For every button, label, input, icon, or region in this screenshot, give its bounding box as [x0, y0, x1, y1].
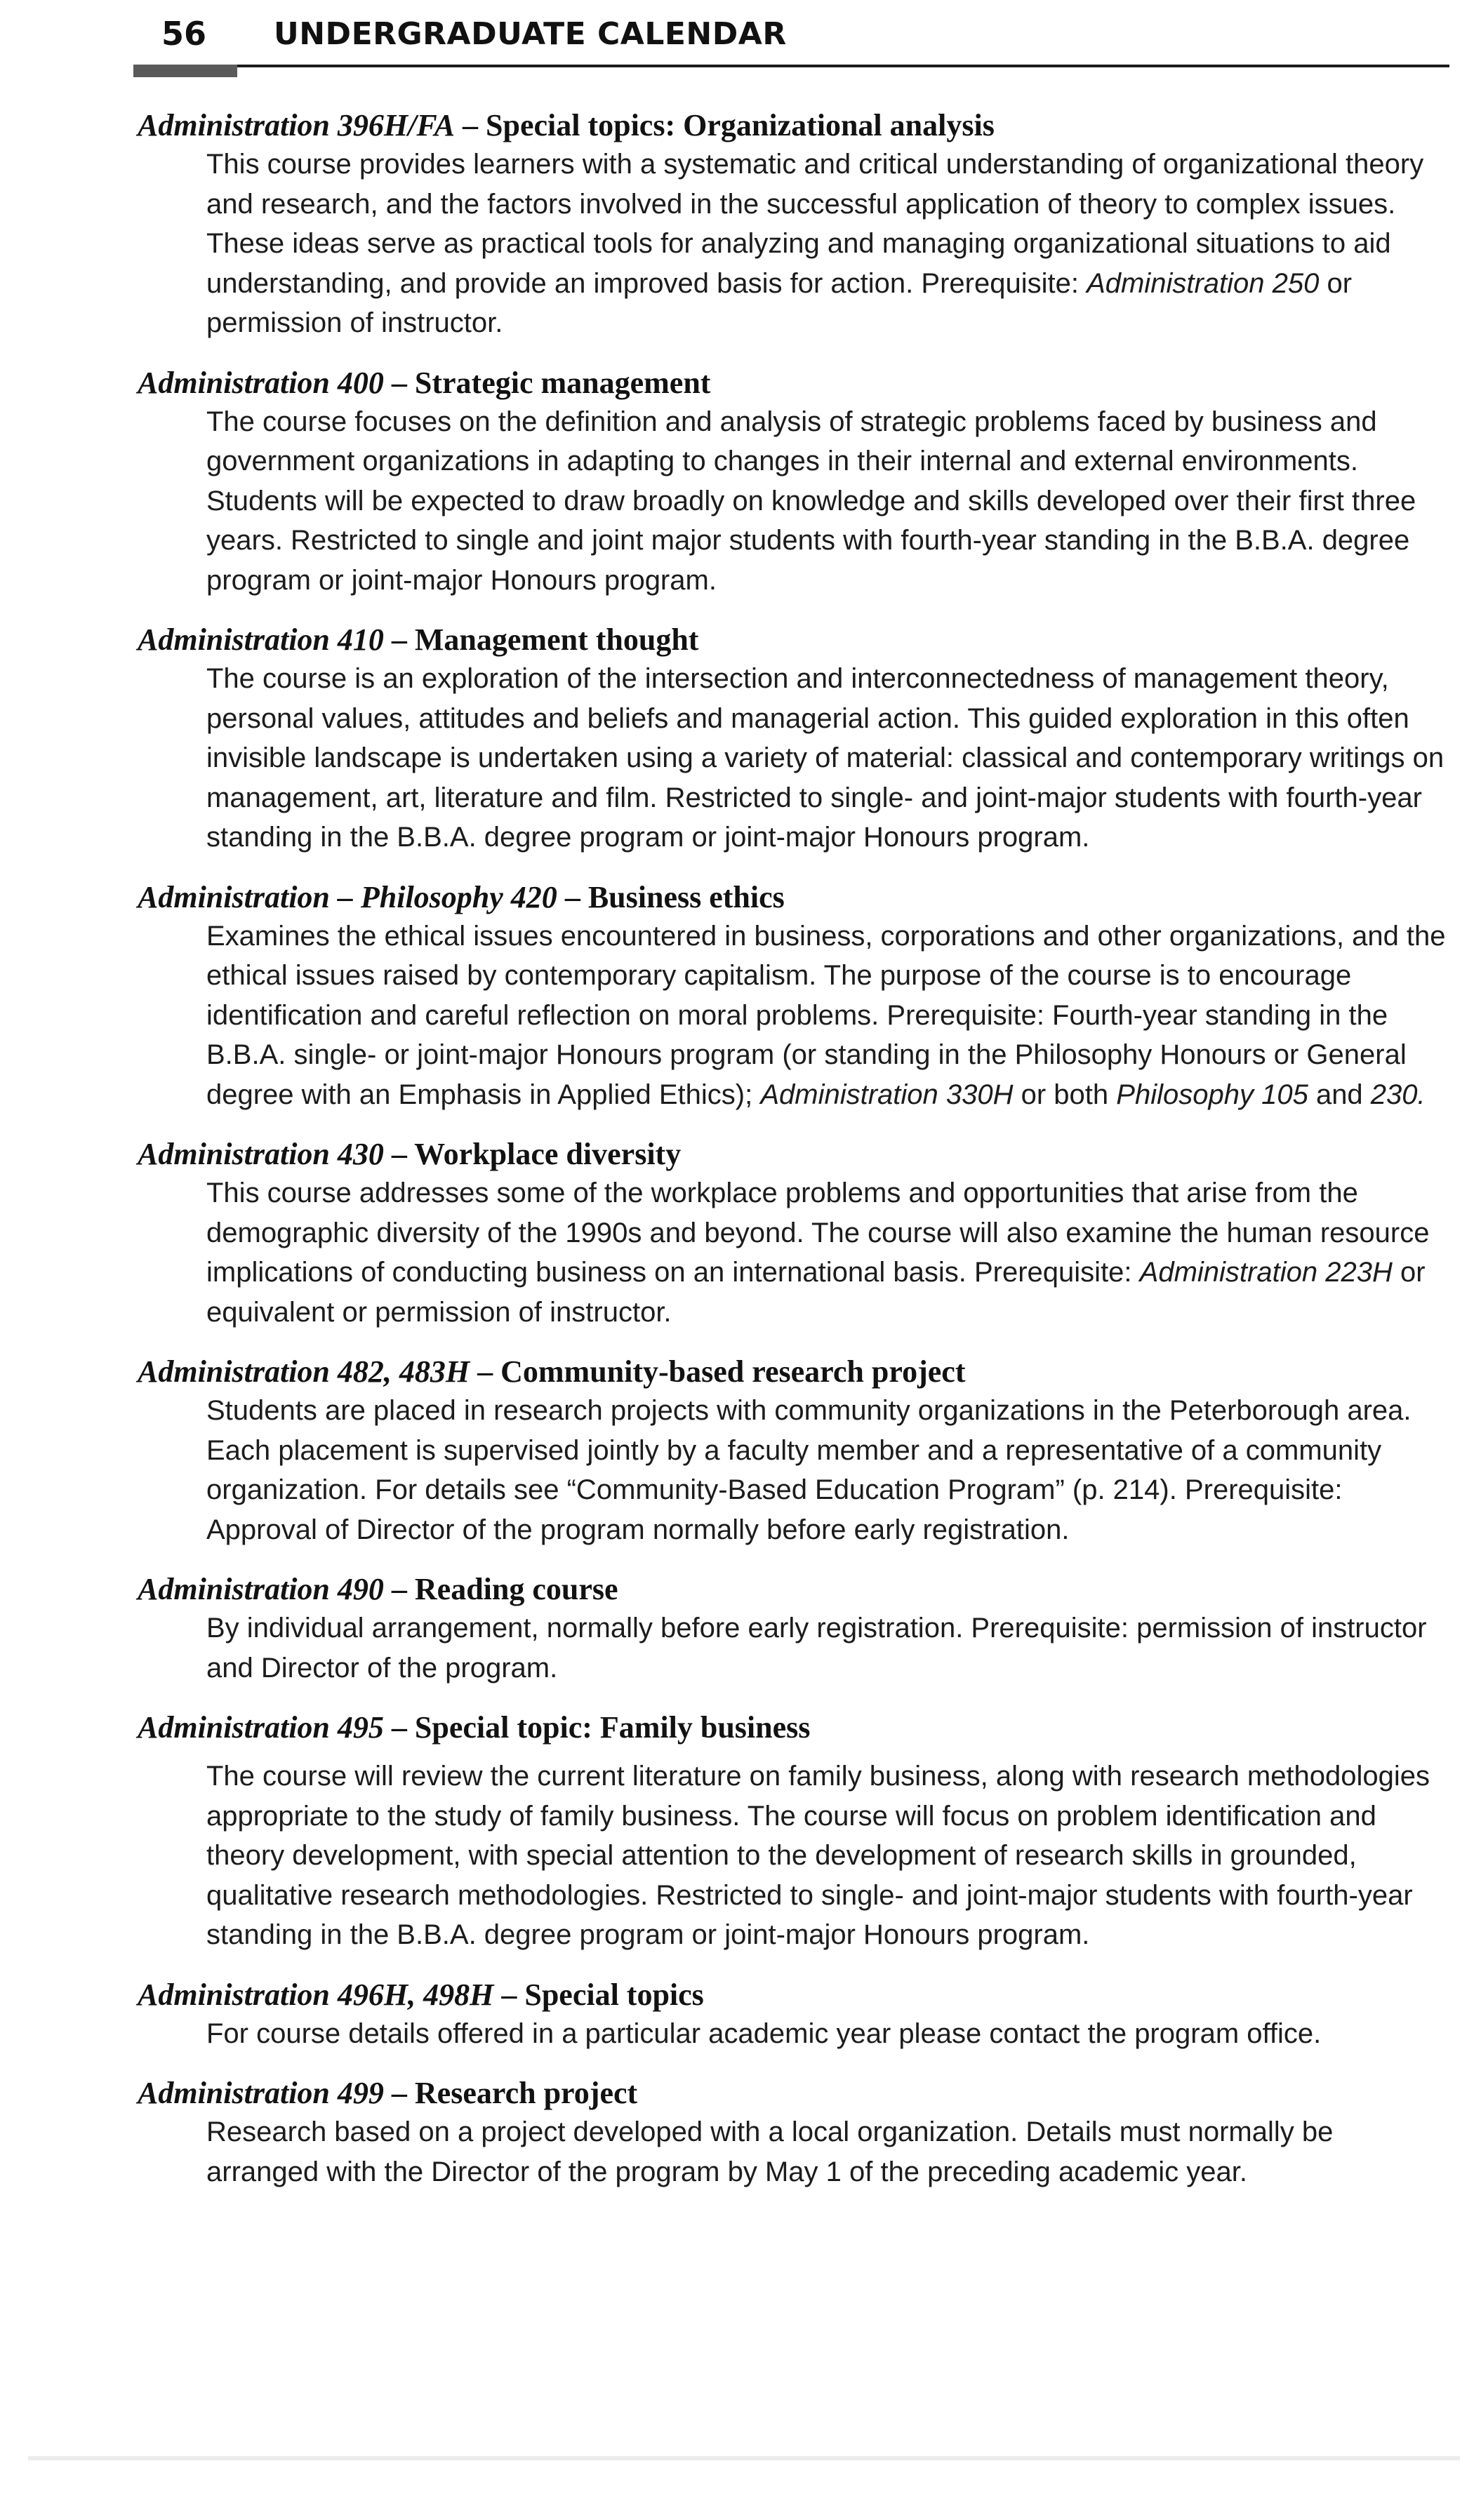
description-text: This course addresses some of the workplace problems and opportunities that arise from the demographic diversity of the 1990s and beyond. The course will also examine the human resource implications of conducting business on an international basis. Prerequisite: — [206, 1178, 1430, 1288]
course-entry — [138, 1135, 1450, 1332]
course-heading — [138, 1353, 1450, 1391]
description-text: By individual arrangement, normally before early registration. Prerequisite: permission of instructor and Director of the program. — [206, 1613, 1427, 1684]
description-text: or both — [1013, 1079, 1117, 1110]
description-text: For course details offered in a particular academic year please contact the program office. — [206, 2018, 1322, 2049]
description-text: Research based on a project developed with a local organization. Details must normally be arranged with the Director of the program by May 1 of the preceding academic year. — [206, 2116, 1334, 2187]
course-heading — [138, 1976, 1450, 2014]
course-reference: Administration 330H — [760, 1079, 1014, 1110]
course-description — [206, 1173, 1450, 1332]
course-dash: – — [383, 2076, 415, 2110]
course-entry — [138, 107, 1450, 343]
course-entry — [138, 1976, 1450, 2054]
course-name: Research project — [414, 2076, 638, 2110]
course-entry — [138, 621, 1450, 858]
running-title: UNDERGRADUATE CALENDAR — [274, 15, 787, 52]
course-description — [206, 2014, 1450, 2054]
description-text: or equivalent or permission of instructor. — [206, 1257, 1426, 1328]
description-text: Examines the ethical issues encountered in business, corporations and other organizations, and the ethical issues raised by contemporary capitalism. The purpose of the course is to encourage identification and careful reflection on moral problems. Prerequisite: Fourth-year standing in the B.B.A. single- or joint-major Honours program (or standing in the Philosophy Honours or General degree with an Emphasis in Applied Ethics); — [206, 920, 1446, 1110]
course-description — [206, 402, 1450, 601]
description-text: and — [1308, 1079, 1371, 1110]
course-entry — [138, 1571, 1450, 1688]
header-rule-tab — [133, 65, 237, 77]
course-heading — [138, 364, 1450, 402]
course-heading — [138, 1571, 1450, 1608]
description-text: This course provides learners with a systematic and critical understanding of organizational theory and research, and the factors involved in the successful application of theory to complex issues. These ideas serve as practical tools for analyzing and managing organizational situations to aid understanding, and provide an improved basis for action. Prerequisite: — [206, 149, 1424, 299]
course-reference: Administration 223H — [1139, 1257, 1393, 1288]
course-description — [206, 916, 1450, 1115]
course-heading — [138, 1135, 1450, 1173]
course-name: Business ethics — [587, 879, 785, 914]
description-text: The course focuses on the definition and analysis of strategic problems faced by business and government organizations in adapting to changes in their internal and external environments. Students will be expected to draw broadly on knowledge and skills developed over their first three years. Restricted to single and joint major students with fourth-year standing in the B.B.A. degree program or joint-major Honours program. — [206, 406, 1416, 596]
course-dash: – — [383, 1572, 415, 1606]
course-name: Special topic: Family business — [414, 1710, 811, 1745]
course-reference: Administration 250 — [1087, 267, 1320, 299]
course-description — [206, 2112, 1450, 2192]
header-rule — [133, 65, 1449, 67]
course-description — [206, 1391, 1450, 1549]
scan-edge-shadow — [28, 2456, 1460, 2460]
course-code: Administration – Philosophy 420 — [138, 879, 557, 914]
course-dash: – — [383, 365, 415, 400]
description-text: The course is an exploration of the intersection and interconnectedness of management theory, personal values, attitudes and beliefs and managerial action. This guided exploration in this often invisible landscape is undertaken using a variety of material: classical and contemporary writings on management, art, literature and film. Restricted to single- and joint-major students with fourth-year standing in the B.B.A. degree program or joint-major Honours program. — [206, 663, 1445, 853]
course-reference: 230. — [1370, 1079, 1426, 1110]
description-text: The course will review the current literature on family business, along with research methodologies appropriate to the study of family business. The course will focus on problem identification and theory development, with special attention to the development of research skills in grounded, qualitative research methodologies. Restricted to single- and joint-major students with fourth-year standing in the B.B.A. degree program or joint-major Honours program. — [206, 1761, 1430, 1950]
course-entry — [138, 364, 1450, 601]
course-entry — [138, 2074, 1450, 2192]
description-text: Students are placed in research projects with community organizations in the Peterborough area. Each placement is supervised jointly by a faculty member and a representative of a community organization. For details see “Community-Based Education Program” (p. 214). Prerequisite: Approval of Director of the program normally before early registration. — [206, 1395, 1412, 1545]
course-code: Administration 490 — [138, 1572, 384, 1606]
course-description — [206, 1756, 1450, 1955]
course-dash: – — [383, 1710, 415, 1745]
course-name: Management thought — [414, 622, 699, 657]
course-name: Special topics: Organizational analysis — [486, 108, 995, 142]
course-heading — [138, 879, 1450, 916]
course-heading — [138, 107, 1450, 145]
course-heading — [138, 621, 1450, 659]
course-entry — [138, 1709, 1450, 1955]
course-name: Reading course — [414, 1572, 618, 1606]
course-dash: – — [383, 1137, 415, 1171]
course-entry — [138, 1353, 1450, 1549]
course-code: Administration 410 — [138, 622, 384, 657]
course-code: Administration 482, 483H — [138, 1354, 470, 1389]
course-dash: – — [493, 1977, 525, 2012]
course-dash: – — [470, 1354, 501, 1389]
course-name: Special topics — [524, 1977, 704, 2012]
course-heading — [138, 1709, 1450, 1747]
course-code: Administration 400 — [138, 365, 384, 400]
course-code: Administration 495 — [138, 1710, 384, 1745]
description-text: or permission of instructor. — [206, 267, 1353, 338]
course-code: Administration 430 — [138, 1137, 384, 1171]
course-name: Community-based research project — [500, 1354, 966, 1389]
course-name: Strategic management — [414, 365, 711, 400]
course-description — [206, 145, 1450, 343]
page-header — [161, 13, 1446, 55]
course-heading — [138, 2074, 1450, 2112]
course-description — [206, 659, 1450, 858]
course-description — [206, 1608, 1450, 1688]
course-dash: – — [455, 108, 486, 142]
page-number: 56 — [161, 15, 207, 53]
course-list — [138, 107, 1450, 2213]
course-entry — [138, 879, 1450, 1115]
course-code: Administration 499 — [138, 2076, 384, 2110]
course-dash: – — [383, 622, 415, 657]
course-reference: Philosophy 105 — [1116, 1079, 1308, 1110]
course-dash: – — [557, 879, 588, 914]
course-code: Administration 396H/FA — [138, 108, 455, 142]
course-name: Workplace diversity — [414, 1137, 682, 1171]
course-code: Administration 496H, 498H — [138, 1977, 494, 2012]
